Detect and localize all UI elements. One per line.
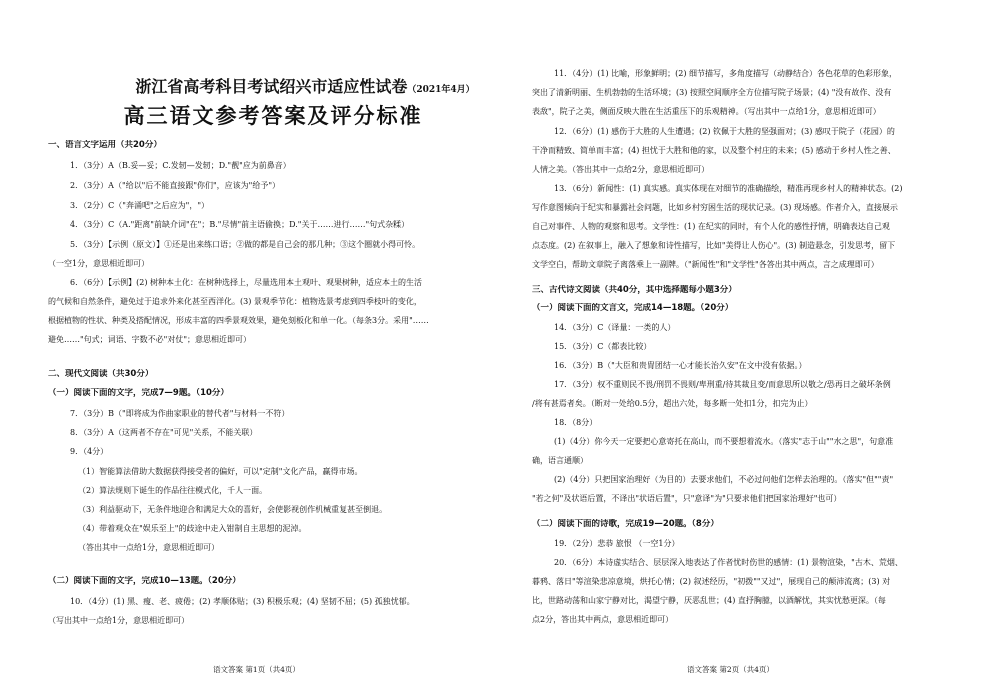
answer-line: （2）算法规则下诞生的作品往往模式化，千人一面。 [78,486,268,495]
answer-line: 20．（6分）本诗虚实结合、层层深入地表达了作者忧时伤世的感情：(1) 景物渲染，"古木、荒烟、 [554,558,903,567]
answer-line: （3）利益驱动下，无条件地迎合和满足大众的喜好，会使影视创作机械重复甚至倒退。 [78,505,388,514]
answer-line: "若之何"及状语后置，不译出"状语后置"，只"意译"为"只要求他们把国家治理好"也可） [532,494,842,503]
answer-line: 2．（3分）A（"给以"后不能直接跟"你们"，应该为"给予"） [70,181,281,190]
answer-line: 避免……"句式；词语、字数不必"对仗"；意思相近即可） [48,335,252,344]
exam-title: 浙江省高考科目考试绍兴市适应性试卷（2021年4月） [135,77,475,96]
answer-line: 7．（3分）B（"即将成为作曲家职业的替代者"与材料一不符） [70,409,290,418]
answer-line: 10．（4分）(1) 黑、瘦、老、疲倦；(2) 孝顺体贴；(3) 积极乐观；(4) 坚韧不屈；(5) 孤独忧郁。 [70,597,415,606]
subsection-heading: （二）阅读下面的诗歌，完成19—20题。（8分） [532,519,719,529]
answer-line: （1）智能算法借助大数据获得接受者的偏好，可以"定制"文化产品，赢得市场。 [78,467,363,476]
right-page [532,0,982,696]
subsection-heading: （一）阅读下面的文言文，完成14—18题。（20分） [532,303,734,313]
page-footer: 语文答案 第1页（共4页） [213,665,300,674]
answer-line: （写出其中一点给1分，意思相近即可） [48,616,190,625]
answer-line: 8．（3分）A（这两者不存在"可见"关系，不能关联） [70,428,258,437]
answer-line: 17．（3分）权不重则民不畏/刑罚不畏则/卑刑重/待其裁且变/而意思所以敬之/恐再日之破坏条例 [554,380,891,389]
answer-line: 比，世路动荡和山家宁静对比，渴望宁静，厌恶乱世；(4) 直抒胸臆，以酒解忧，其实忧愁更深。（每 [532,596,886,605]
exam-date: （2021年4月） [407,85,475,95]
answer-line: 18．（8分） [554,418,598,427]
section-heading: 三、古代诗文阅读（共40分，其中选择题每小题3分） [532,285,737,295]
answer-line: 根据植物的性状、种类及搭配情况，形成丰富的四季景观效果，避免刻板化和单一化。（每条3分。采用"…… [48,316,429,325]
answer-line: 文学空白，帮助文章院子离落乘上一副牌。（"新闻性"和"文学性"各答出其中两点，言之成理即可） [532,260,879,269]
answer-line: 确，语言通顺） [532,456,588,465]
subsection-heading: （一）阅读下面的文字，完成7—9题。（10分） [48,388,229,398]
answer-line: 5．（3分）【示例（原文）】①还是出来练口语；②做的都是自己会的那几种；③这个圈就小得可怜。 [70,240,421,249]
section-heading: 二、现代文阅读（共30分） [48,369,154,379]
section-heading: 一、语言文字运用（共20分） [48,140,162,150]
answer-line: 14．（3分）C（译量：一类的人） [554,323,676,332]
answer-line: (1)（4分）你今天一定要把心意寄托在高山，而不要想着流水。（落实"志于山""水之思"，句意准 [554,437,894,446]
answer-line: （一空1分，意思相近即可） [48,259,150,268]
answer-line: 9．（4分） [70,447,109,456]
answer-line: 干净而精致、简单而丰富；(4) 担忧于大胜和他的家，以及整个村庄的未来；(5) 感动于乡村人性之善、 [532,146,896,155]
answer-line: 点2分，答出其中两点，意思相近即可） [532,615,674,624]
answer-line: 点态度。(2) 在叙事上，融入了想象和诗性描写，比如"美得让人伤心"。(3) 制造悬念，引发思考，留下 [532,241,896,250]
left-page [48,0,498,696]
page-footer: 语文答案 第2页（共4页） [687,665,774,674]
answer-line: 表敌"，院子之美，侧面反映大胜在生活重压下的乐观精神。（写出其中一点给1分，意思相近即可） [532,107,881,116]
answer-line: 19．（2分）悲恭 旅恨 （一空1分） [554,539,680,548]
answer-line: （4）带着观众在"娱乐至上"的歧途中走入钳制自主思想的泥淖。 [78,524,307,533]
answer-line: 1．（3分）A（B.妥—妥；C.发轫—发轫；D."靓"应为前鼻音） [70,161,291,170]
answer-line: 15．（3分）C（都表比较） [554,342,652,351]
answer-line: 自己对事件、人物的观察和思考。文学性：(1) 在纪实的同时，有个人化的感性抒情，明确表达自己观 [532,222,890,231]
answer-line: (2)（4分）只把国家治理好（为目的）去要求他们，不必过问他们怎样去治理的。（落实"但""责" [554,475,894,484]
answer-line: 人情之美。（答出其中一点给2分，意思相近即可） [532,165,710,174]
subsection-heading: （二）阅读下面的文字，完成10—13题。（20分） [48,576,241,586]
answer-line: 暮鸦、落日"等渲染悲凉意境，烘托心情；(2) 叙述经历，"初拨""又过"，展现自己的颠沛流离；(3) 对 [532,577,891,586]
answer-line: 16．（3分）B（"大臣和贵胄团结一心才能长治久安"在文中没有依据。） [554,361,807,370]
answer-line: 12．（6分）(1) 感伤于大胜的人生遭遇；(2) 钦佩于大胜的坚强面对；(3) 感叹于院子（花园）的 [554,127,895,136]
answer-line: 13．（6分）新闻性：(1) 真实感。真实体现在对细节的准确描绘，精准再现乡村人的精神状态。(2) [554,184,903,193]
answer-line: 突出了清新明丽、生机勃勃的生活环境；(3) 按照空间顺序全方位描写院子场景；(4) "没有故作、没有 [532,88,892,97]
answer-line: 3．（2分）C（"奔涌吧"之后应为"，"） [70,201,210,210]
answer-line: 11．（4分）(1) 比喻，形象鲜明；(2) 细节描写，多角度描写（动静结合）各色花草的色彩形象， [554,69,898,78]
answer-key-title: 高三语文参考答案及评分标准 [123,103,423,128]
answer-line: （答出其中一点给1分，意思相近即可） [78,543,220,552]
answer-line: 的气候和自然条件，避免过于追求外来化甚至西洋化。(3) 景观季节化：植物选景考虑到四季枝叶的变化， [48,297,422,306]
answer-line: 写作意图倾向于纪实和暴露社会问题，比如乡村穷困生活的现状记录。(3) 现场感。作者介入，直接展示 [532,203,898,212]
answer-line: 4．（3分）C（A."距离"前缺介词"在"；B."尽情"前主语偷换；D."关于……进行……"句式杂糅） [70,220,410,229]
answer-line: /将有甚焉者矣。（断对一处给0.5分，超出六处，每多断一处扣1分，扣完为止） [532,399,813,408]
answer-line: 6．（6分）【示例】(2) 树种本土化：在树种选择上，尽量选用本土观叶、观果树种，适应本土的生活 [70,278,423,287]
